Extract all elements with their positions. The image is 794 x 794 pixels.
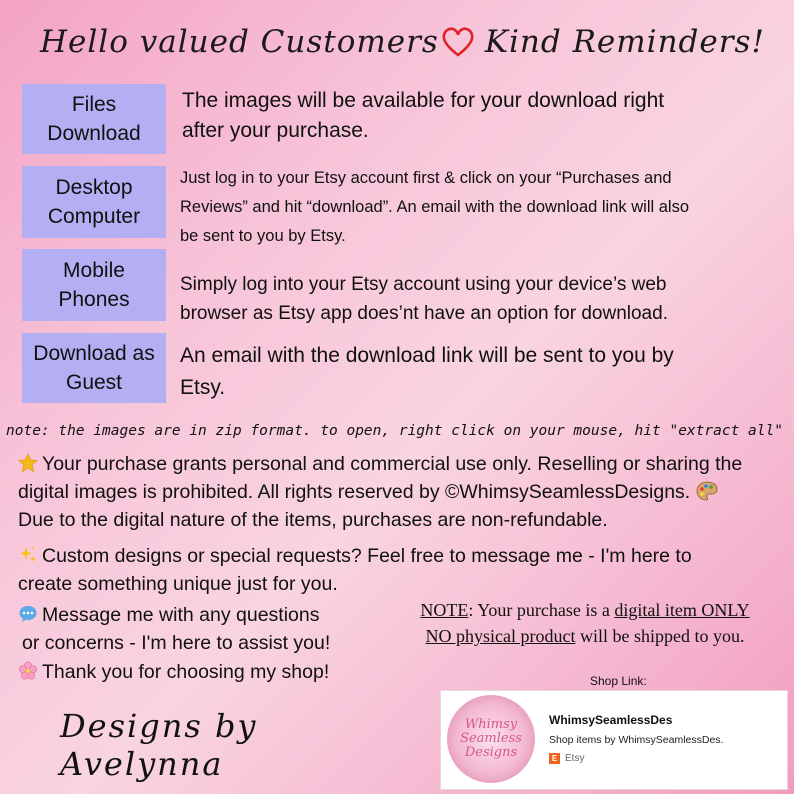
note-emphasis: NO physical product: [425, 626, 576, 646]
mobile-phones-text: [180, 270, 668, 328]
message-paragraph: [18, 603, 398, 688]
cherry-blossom-icon: [18, 661, 38, 688]
text-line: Simply log into your Etsy account using your device’s web: [180, 274, 667, 295]
download-as-guest-label: [22, 333, 166, 403]
label-line: Computer: [47, 205, 141, 228]
label-line: Desktop: [55, 176, 133, 199]
license-line: Your purchase grants personal and commercial use only. Reselling or sharing the: [42, 453, 743, 475]
page-title: [40, 14, 780, 70]
text-line: Just log in to your Etsy account first & click on your “Purchases and: [180, 169, 672, 187]
text-line: after your purchase.: [182, 119, 369, 142]
note-emphasis: digital item ONLY: [614, 600, 750, 620]
files-download-label: [22, 84, 166, 154]
message-line: or concerns - I'm here to assist you!: [22, 632, 331, 654]
note-text: will be shipped to you.: [575, 626, 745, 646]
message-line: Message me with any questions: [42, 604, 320, 626]
label-line: Download: [47, 122, 141, 145]
shop-description: Shop items by WhimsySeamlessDes.: [549, 734, 724, 746]
custom-line: create something unique just for you.: [18, 573, 338, 595]
star-icon: [18, 453, 38, 480]
logo-text: Designs: [464, 745, 518, 760]
license-line: digital images is prohibited. All rights reserved by ©WhimsySeamlessDesigns.: [18, 481, 691, 503]
label-line: Download as: [33, 342, 155, 365]
logo-text: Seamless: [460, 731, 522, 746]
digital-item-note: [392, 597, 778, 649]
text-line: An email with the download link will be sent to you by: [180, 344, 674, 367]
download-as-guest-text: [180, 340, 674, 404]
label-line: Files: [71, 93, 117, 116]
shop-platform: [549, 753, 584, 764]
note-text: : Your purchase is a: [468, 600, 615, 620]
shop-link-label: Shop Link:: [590, 674, 647, 688]
license-paragraph: [18, 452, 788, 533]
sparkles-icon: [18, 545, 38, 572]
thanks-line: Thank you for choosing my shop!: [42, 661, 330, 683]
text-line: browser as Etsy app does’nt have an option for download.: [180, 303, 668, 324]
heart-icon: [441, 26, 475, 58]
text-line: Etsy.: [180, 376, 226, 399]
desktop-computer-label: [22, 166, 166, 238]
text-line: Reviews” and hit “download”. An email with the download link will also: [180, 198, 690, 216]
shop-logo: [447, 695, 535, 783]
license-line: Due to the digital nature of the items, purchases are non-refundable.: [18, 509, 608, 531]
desktop-computer-text: [180, 164, 689, 251]
title-left: Hello valued Customers: [40, 24, 439, 60]
label-line: Mobile: [63, 259, 125, 282]
text-line: be sent to you by Etsy.: [180, 227, 346, 245]
shop-link-card[interactable]: [440, 690, 788, 790]
label-line: Guest: [65, 371, 123, 394]
label-line: Phones: [58, 288, 130, 311]
mobile-phones-label: [22, 249, 166, 321]
palette-icon: [696, 481, 718, 508]
shop-name: WhimsySeamlessDes: [549, 713, 673, 727]
custom-line: Custom designs or special requests? Feel free to message me - I'm here to: [42, 545, 692, 567]
zip-note: note: the images are in zip format. to open, right click on your mouse, hit "extract all": [6, 423, 783, 439]
signature: Designs by Avelynna: [60, 707, 258, 783]
logo-text: Whimsy: [464, 717, 518, 732]
platform-name: Etsy: [565, 753, 585, 764]
custom-paragraph: [18, 544, 788, 597]
text-line: The images will be available for your download right: [182, 89, 665, 112]
title-right: Kind Reminders!: [484, 24, 765, 60]
etsy-icon: E: [549, 753, 560, 764]
files-download-text: [182, 86, 664, 146]
note-label: NOTE: [420, 600, 469, 620]
speech-bubble-icon: [18, 604, 38, 631]
